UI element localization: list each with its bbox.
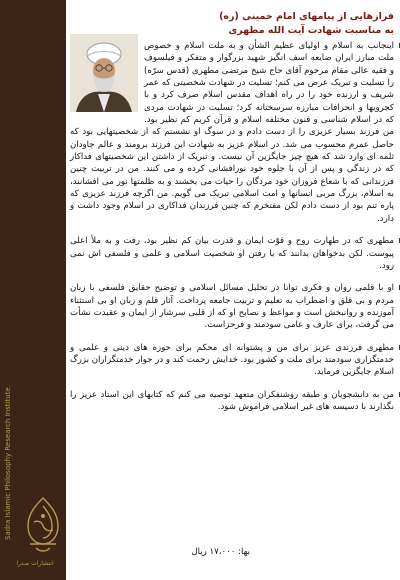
page-subtitle: به مناسبت شهادت آیت الله مطهری (228, 25, 394, 36)
sidebar-band (0, 0, 66, 580)
paragraph-4: مطهری فرزندی عزیز برای من و پشتوانه ای محکم برای حوزه های دینی و علمی و خدمتگزاری سودمند برای ملت و کشور بود. خدایش رحمت کند و در جوار خدمتگزاران بزرگ اسلام جایگزین فرماید. (70, 342, 394, 378)
price-label: بها: ۱۷،۰۰۰ ریال (191, 547, 250, 557)
content-panel (70, 10, 396, 540)
spine-text: Sadra Islamic Philosophy Research Institute (4, 387, 12, 540)
paragraph-1: اینجانب به اسلام و اولیای عظیم الشأن و به ملت اسلام و خصوص ملت مبارز ایران ضایعه اسف انگیز شهید بزرگوار و متفکر و فیلسوف و فقیه عالی مقام مرحوم آقای حاج شیخ مرتضی مطهری (قدس سرّه) را تسلیت و تبریک عرض می کنم؛ تسلیت در شهادت شخصیتی که عمر شریف و ارزنده خود را در راه اهداف مقدس اسلام صرف کرد و با کجرویها و انحرافات مبارزه سرسختانه کرد؛ تسلیت در شهادت مردی که در اسلام شناسی و فنون مختلفه اسلام و قرآن کریم کم نظیر بود. من فرزند بسیار عزیزی را از دست دادم و در سوگ او نشستم که از شخصیتهایی بود که حاصل عمرم محسوب می شد. در اسلام عزیز به شهادت این فرزند برومند و عالم جاودان ثلمه ای وارد شد که هیچ چیز جایگزین آن نیست. و تبریک از داشتن این شخصیتهای فداکار که در زندگی و پس از آن با جلوه خود نورافشانی کرده و می کنند. من در تربیت چنین فرزندانی که با شعاع فروزان خود مردگان را حیات می بخشند و به ظلمتها نور می افشانند، به اسلام، بزرگ مربی انسانها و امت اسلامی تبریک می گویم. من اگرچه فرزند عزیزی که پاره تنم بود از دست دادم لکن مفتخرم که چنین فرزندان فداکاری در اسلام وجود داشت و دارد. (70, 41, 394, 224)
logo-caption: انتشارات صدرا (16, 560, 54, 567)
page-title: فرازهایی از پیامهای امام خمینی (ره) (219, 11, 394, 22)
paragraph-2: مطهری که در طهارت روح و قوّت ایمان و قدرت بیان کم نظیر بود، رفت و به ملأ اعلی پیوست. لکن بدخواهان بدانند که با رفتن او شخصیت اسلامی و علمی و فلسفی اش نمی رود. (70, 236, 394, 271)
sadra-emblem-icon (18, 492, 68, 562)
paragraph-5: من به دانشجویان و طبقه روشنفکران متعهد توصیه می کنم که کتابهای این استاد عزیز را نگذارند با دسیسه های غیر اسلامی فراموش شود. (70, 389, 394, 412)
paragraph-3: او با قلمی روان و فکری توانا در تحلیل مسائل اسلامی و توضیح حقایق فلسفی با زبان مردم و بی قلق و اضطراب به تعلیم و تربیت جامعه پرداخت. آثار قلم و زبان او بی استثناء آموزنده و روانبخش است و مواعظ و نصایح او که از قلبی سرشار از ایمان و عقیدت نشأت می گرفت، برای عارف و عامی سودمند و فرحزاست. (70, 283, 394, 331)
